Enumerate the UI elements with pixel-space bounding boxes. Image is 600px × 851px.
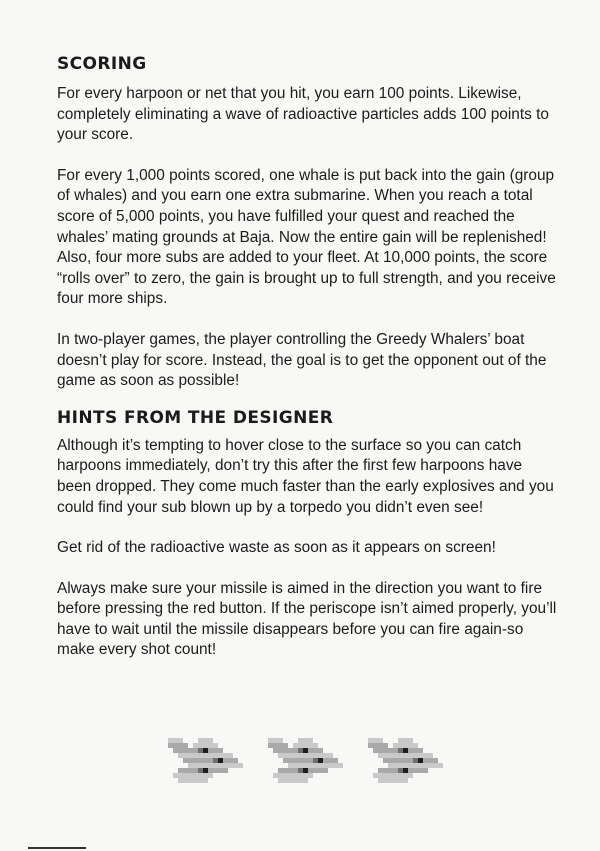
scoring-section [57, 52, 557, 392]
hints-section [57, 406, 557, 661]
scoring-paragraph: For every harpoon or net that you hit, you earn 100 points. Likewise, completely eliminating a wave of radioactive particles adds 100 points to your score. [57, 85, 549, 144]
hints-paragraph: Always make sure your missile is aimed in the direction you want to fire before pressing the red button. If the periscope isn’t aimed properly, you’ll have to wait until the missile disappears before you can fire again-so make every shot count! [57, 579, 557, 659]
section-heading-scoring: SCORING [57, 54, 147, 74]
whale-illustration [168, 738, 448, 788]
scoring-paragraph: For every 1,000 points scored, one whale is put back into the gain (group of whales) and you earn one extra submarine. When you reach a total score of 5,000 points, you have fulfilled your quest and reached the whales’ mating grounds at Baja. Now the entire gain will be replenished! Also, four more subs are added to your fleet. At 10,000 points, the score “rolls over” to zero, the gain is brought up to full strength, and you receive four more ships. [57, 166, 556, 308]
scoring-paragraph: In two-player games, the player controlling the Greedy Whalers’ boat doesn’t play for score. Instead, the goal is to get the opponent out of the game as soon as possible! [57, 330, 547, 390]
bottom-edge-mark [28, 847, 86, 849]
hints-paragraph: Get rid of the radioactive waste as soon as it appears on screen! [57, 539, 496, 557]
page-content [57, 52, 557, 681]
section-heading-hints: HINTS FROM THE DESIGNER [57, 407, 334, 428]
whale-icon [268, 738, 348, 788]
whale-icon [368, 738, 448, 788]
whale-icon [168, 738, 248, 788]
hints-paragraph: Although it’s tempting to hover close to the surface so you can catch harpoons immediately, don’t try this after the first few harpoons have been dropped. They come much faster than the early explosives and you could find your sub blown up by a torpedo you didn’t even see! [57, 436, 554, 516]
